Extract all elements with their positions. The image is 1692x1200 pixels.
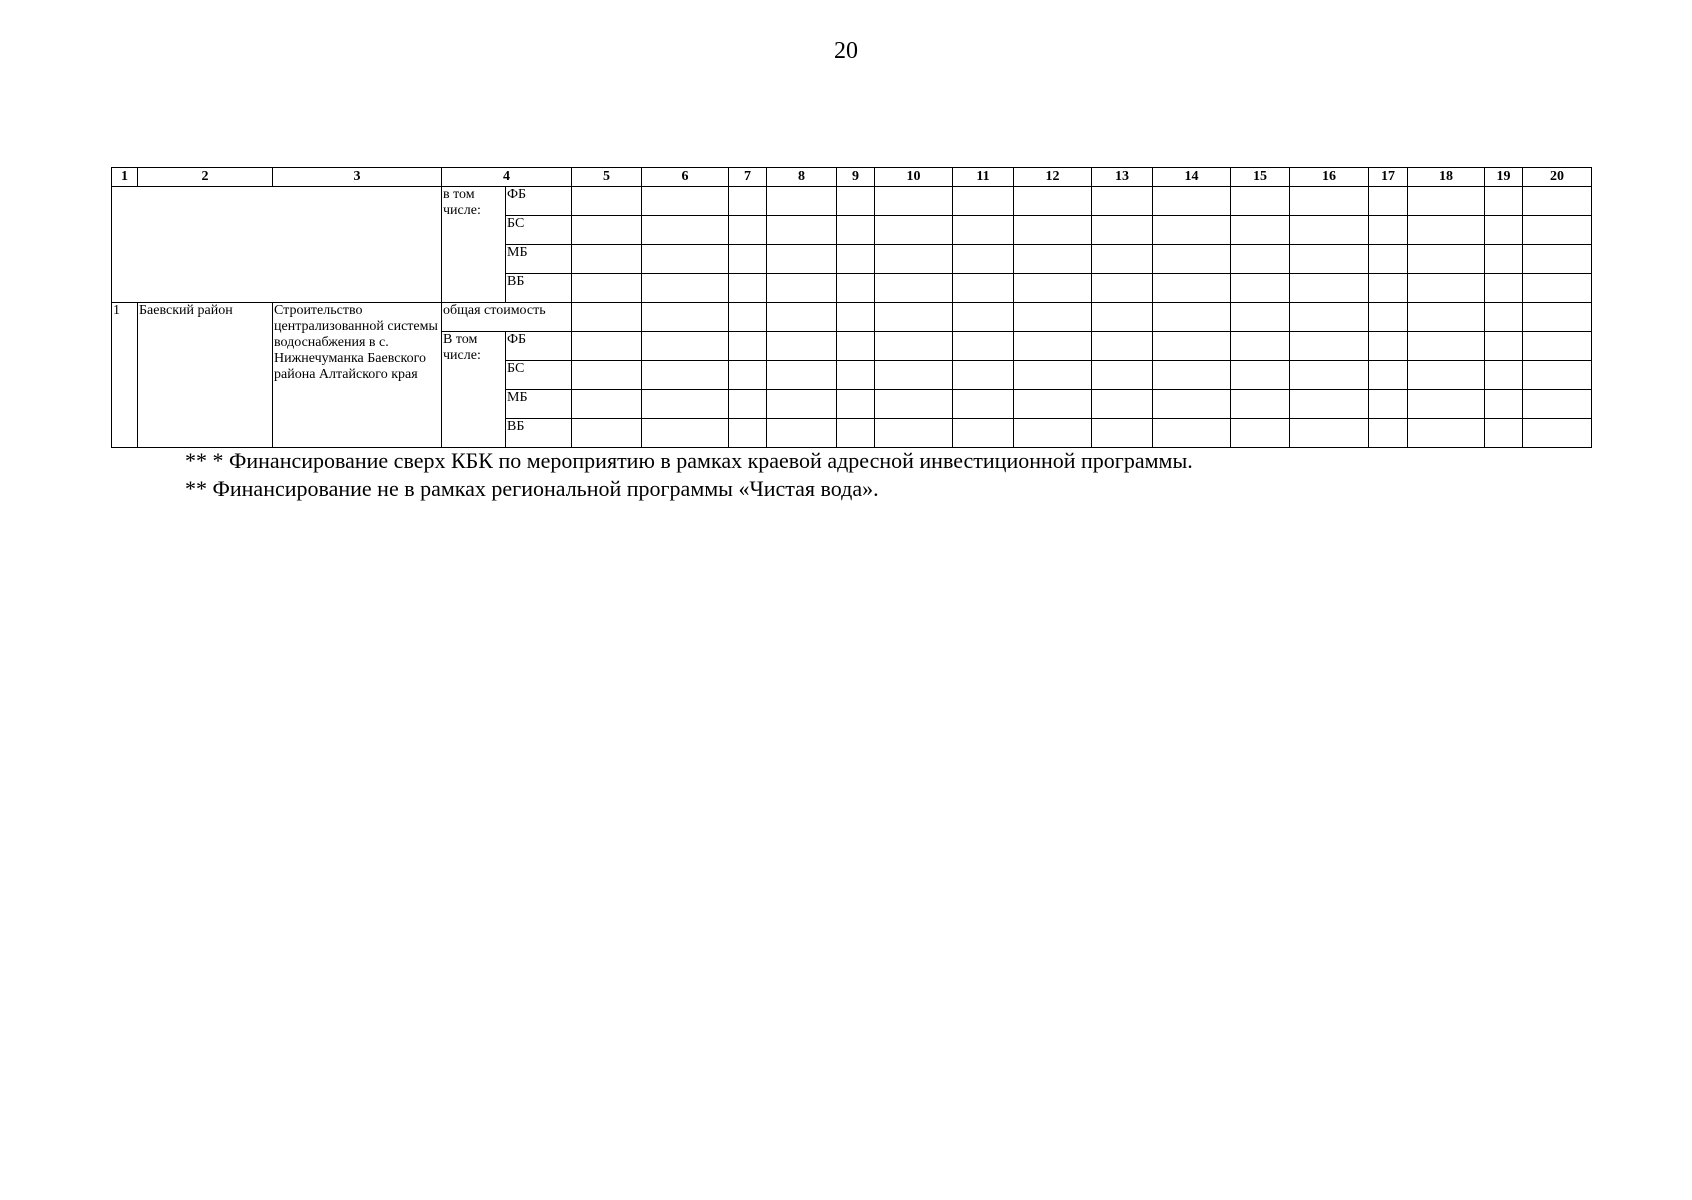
col-num: 5 [572,168,642,187]
value-cell [767,187,837,216]
value-cell [837,419,875,448]
value-cell [1231,361,1290,390]
value-cell [875,419,953,448]
col-num: 1 [112,168,138,187]
col-num: 2 [138,168,273,187]
value-cell [1092,274,1153,303]
value-cell [1369,274,1408,303]
value-cell [953,245,1014,274]
value-cell [1290,303,1369,332]
col-num: 8 [767,168,837,187]
block-2 [112,303,1592,448]
value-cell [1290,274,1369,303]
value-cell [1485,187,1523,216]
value-cell [642,419,729,448]
value-cell [767,245,837,274]
col-num: 14 [1153,168,1231,187]
value-cell [1231,332,1290,361]
value-cell [1014,390,1092,419]
value-cell [1092,245,1153,274]
value-cell [1408,419,1485,448]
value-cell [1408,361,1485,390]
value-cell [1092,332,1153,361]
fund-code: МБ [506,245,572,274]
sublabel-cell: в том числе: [442,187,506,303]
value-cell [953,216,1014,245]
value-cell [1523,187,1592,216]
col-num: 20 [1523,168,1592,187]
value-cell [729,303,767,332]
value-cell [729,361,767,390]
col-num: 16 [1290,168,1369,187]
value-cell [767,216,837,245]
value-cell [1092,216,1153,245]
value-cell [875,303,953,332]
value-cell [767,419,837,448]
value-cell [572,390,642,419]
col-num: 18 [1408,168,1485,187]
value-cell [1485,361,1523,390]
value-cell [642,245,729,274]
value-cell [1290,390,1369,419]
value-cell [767,274,837,303]
value-cell [953,274,1014,303]
col-num: 6 [642,168,729,187]
value-cell [1290,216,1369,245]
value-cell [837,245,875,274]
fund-code: ФБ [506,332,572,361]
col-num: 7 [729,168,767,187]
col-num: 11 [953,168,1014,187]
value-cell [729,216,767,245]
value-cell [1231,187,1290,216]
value-cell [1092,361,1153,390]
table-row [112,187,1592,216]
value-cell [1523,419,1592,448]
value-cell [729,187,767,216]
page-number: 20 [834,38,858,64]
value-cell [1153,274,1231,303]
value-cell [1092,303,1153,332]
value-cell [1408,332,1485,361]
col-num: 10 [875,168,953,187]
value-cell [837,274,875,303]
col-num: 12 [1014,168,1092,187]
value-cell [953,303,1014,332]
value-cell [729,332,767,361]
value-cell [1369,187,1408,216]
value-cell [767,303,837,332]
col-num: 19 [1485,168,1523,187]
value-cell [1485,390,1523,419]
value-cell [1290,187,1369,216]
value-cell [953,419,1014,448]
table-row [112,303,1592,332]
value-cell [642,361,729,390]
value-cell [767,361,837,390]
value-cell [1485,274,1523,303]
value-cell [1523,303,1592,332]
value-cell [1485,245,1523,274]
fund-code: БС [506,216,572,245]
sublabel-cell: В том числе: [442,332,506,448]
value-cell [729,419,767,448]
project-description: Строительство централизованной системы водоснабжения в с. Нижнечуманка Баевского района Алтайского края [273,303,442,448]
value-cell [729,274,767,303]
value-cell [1485,332,1523,361]
value-cell [1153,361,1231,390]
value-cell [1153,245,1231,274]
col-num: 3 [273,168,442,187]
value-cell [1485,216,1523,245]
value-cell [875,216,953,245]
value-cell [1369,216,1408,245]
value-cell [1485,303,1523,332]
value-cell [642,274,729,303]
value-cell [1014,216,1092,245]
value-cell [1290,245,1369,274]
value-cell [1485,419,1523,448]
value-cell [1231,245,1290,274]
value-cell [1523,274,1592,303]
col-num: 9 [837,168,875,187]
value-cell [1014,332,1092,361]
value-cell [1014,187,1092,216]
value-cell [1408,303,1485,332]
footnote-2: ** Финансирование не в рамках региональной программы «Чистая вода». [185,476,879,501]
footnote-1: ** * Финансирование сверх КБК по мероприятию в рамках краевой адресной инвестиционной программы. [185,448,1193,473]
value-cell [1153,332,1231,361]
column-number-row [112,168,1592,187]
fund-code: ФБ [506,187,572,216]
value-cell [572,419,642,448]
value-cell [1290,361,1369,390]
value-cell [837,187,875,216]
fund-code: ВБ [506,274,572,303]
value-cell [953,187,1014,216]
financing-table [111,167,1592,448]
value-cell [875,274,953,303]
value-cell [1369,245,1408,274]
value-cell [1092,419,1153,448]
row-number: 1 [112,303,138,448]
value-cell [642,303,729,332]
value-cell [572,274,642,303]
value-cell [875,361,953,390]
value-cell [767,390,837,419]
value-cell [1369,390,1408,419]
value-cell [1014,303,1092,332]
value-cell [1231,274,1290,303]
value-cell [642,332,729,361]
col-num: 17 [1369,168,1408,187]
value-cell [1290,419,1369,448]
fund-code: ВБ [506,419,572,448]
value-cell [875,390,953,419]
value-cell [729,390,767,419]
value-cell [1014,419,1092,448]
value-cell [729,245,767,274]
value-cell [837,332,875,361]
value-cell [1153,187,1231,216]
value-cell [1369,332,1408,361]
value-cell [1408,187,1485,216]
value-cell [837,361,875,390]
value-cell [1231,390,1290,419]
value-cell [572,303,642,332]
value-cell [953,361,1014,390]
district-name: Баевский район [138,303,273,448]
value-cell [1231,216,1290,245]
value-cell [767,332,837,361]
col-num: 4 [442,168,572,187]
value-cell [572,361,642,390]
value-cell [642,390,729,419]
value-cell [642,187,729,216]
value-cell [953,332,1014,361]
value-cell [1014,274,1092,303]
value-cell [1408,245,1485,274]
col-num: 13 [1092,168,1153,187]
value-cell [1408,390,1485,419]
fund-code: МБ [506,390,572,419]
value-cell [1523,390,1592,419]
fund-code: БС [506,361,572,390]
value-cell [1014,361,1092,390]
value-cell [875,245,953,274]
value-cell [1153,303,1231,332]
value-cell [1290,332,1369,361]
value-cell [1092,187,1153,216]
empty-merged-cell [112,187,442,303]
value-cell [1231,419,1290,448]
value-cell [572,245,642,274]
block-1 [112,187,1592,303]
value-cell [837,216,875,245]
value-cell [1014,245,1092,274]
value-cell [1408,274,1485,303]
value-cell [1153,216,1231,245]
value-cell [837,390,875,419]
value-cell [875,332,953,361]
value-cell [1408,216,1485,245]
value-cell [875,187,953,216]
value-cell [1092,390,1153,419]
value-cell [1523,332,1592,361]
col-num: 15 [1231,168,1290,187]
value-cell [1523,361,1592,390]
value-cell [837,303,875,332]
value-cell [953,390,1014,419]
value-cell [1153,390,1231,419]
value-cell [1231,303,1290,332]
value-cell [1369,419,1408,448]
value-cell [572,216,642,245]
value-cell [572,187,642,216]
total-cost-label: общая стоимость [442,303,572,332]
value-cell [642,216,729,245]
value-cell [1523,216,1592,245]
value-cell [1369,361,1408,390]
value-cell [1523,245,1592,274]
value-cell [1153,419,1231,448]
value-cell [1369,303,1408,332]
value-cell [572,332,642,361]
